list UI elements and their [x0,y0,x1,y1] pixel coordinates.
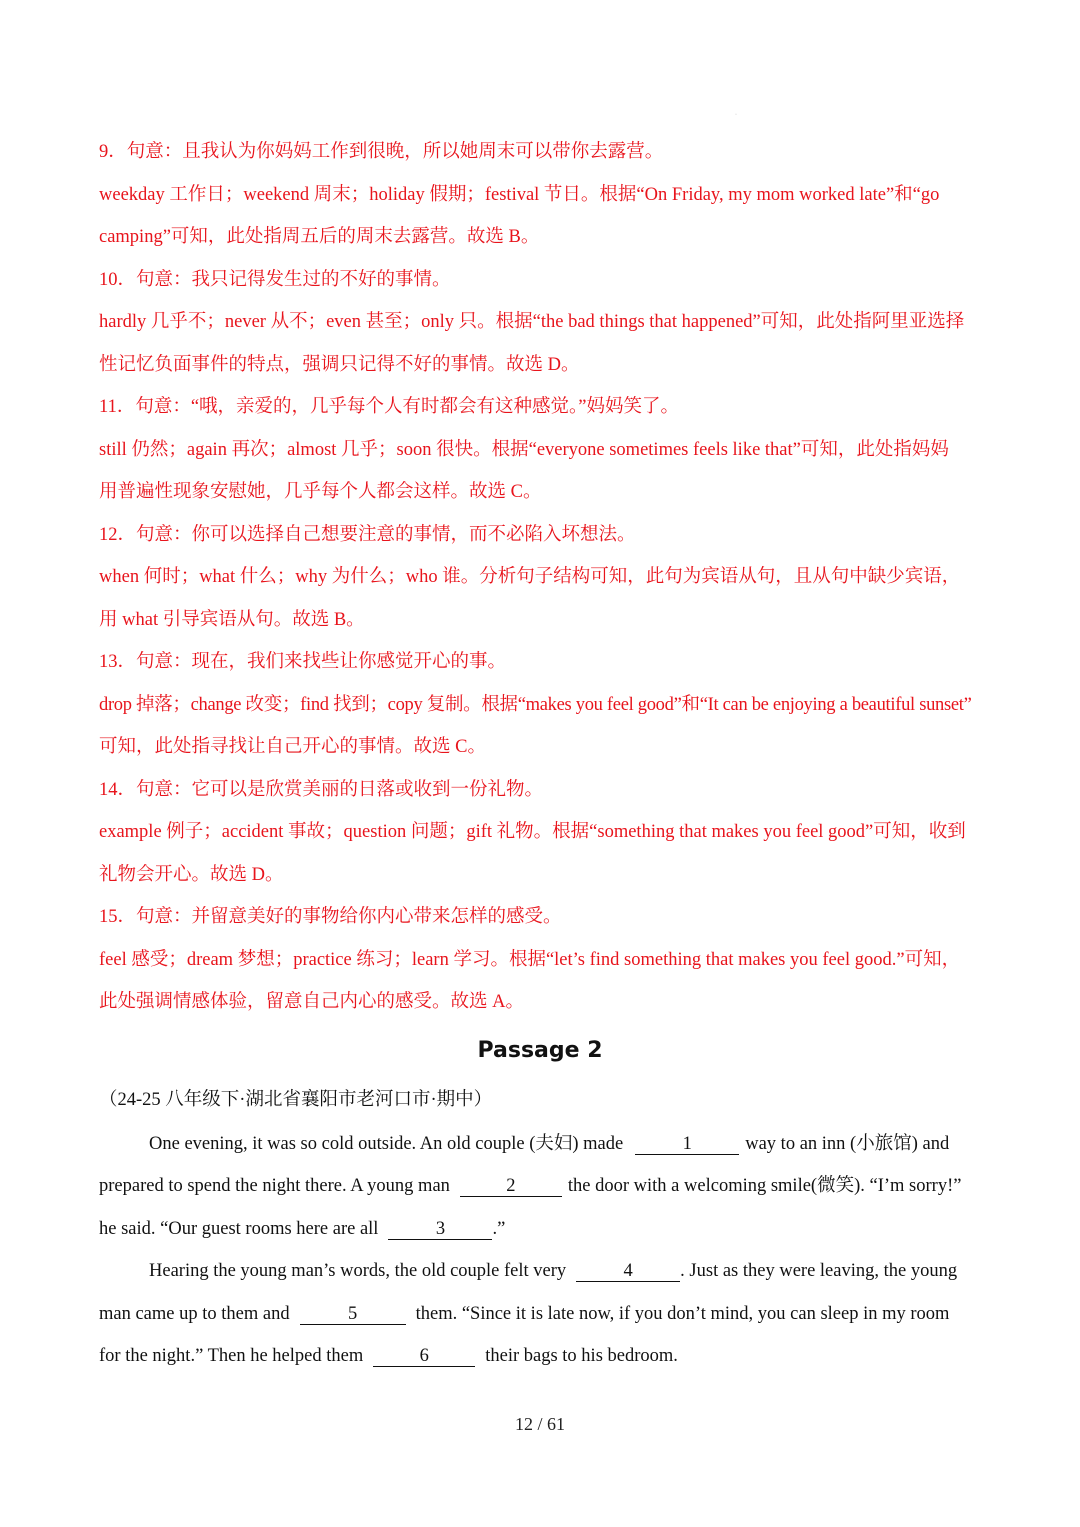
answer-15-explanation: feel 感受；dream 梦想；practice 练习；learn 学习。根据“let’s find something that makes you feel good.”可知， [99,950,961,970]
passage-text: . Just as they were leaving, the young [680,1261,958,1281]
passage-text: he said. “Our guest rooms here are all [99,1219,379,1239]
passage-paragraph-1-line-1 [149,1132,989,1156]
blank-2[interactable]: 2 [460,1176,562,1197]
blank-5[interactable]: 5 [300,1304,406,1325]
answer-9-explanation-cont: camping”可知，此处指周五后的周末去露营。故选 B。 [99,227,540,247]
answer-12-explanation-cont: 用 what 引导宾语从句。故选 B。 [99,610,365,630]
passage-source: （24-25 八年级下·湖北省襄阳市老河口市·期中） [99,1090,493,1110]
passage-title: Passage 2 [477,1038,603,1063]
answer-11-explanation-cont: 用普遍性现象安慰她，几乎每个人都会这样。故选 C。 [99,482,542,502]
passage-text: prepared to spend the night there. A young man [99,1176,450,1196]
answer-14-title: 14．句意：它可以是欣赏美丽的日落或收到一份礼物。 [99,780,544,800]
answer-14-explanation-cont: 礼物会开心。故选 D。 [99,865,284,885]
answer-13-explanation-cont: 可知，此处指寻找让自己开心的事情。故选 C。 [99,737,486,757]
passage-text: them. “Since it is late now, if you don’t mind, you can sleep in my room [415,1304,950,1324]
answer-15-explanation-cont: 此处强调情感体验，留意自己内心的感受。故选 A。 [99,992,524,1012]
passage-paragraph-1-line-2 [99,1174,989,1198]
blank-3[interactable]: 3 [388,1219,492,1240]
answer-13-title: 13．句意：现在，我们来找些让你感觉开心的事。 [99,652,507,672]
passage-text: One evening, it was so cold outside. An old couple (夫妇) made [149,1134,624,1154]
blank-4[interactable]: 4 [576,1261,680,1282]
answer-10-explanation-cont: 性记忆负面事件的特点，强调只记得不好的事情。故选 D。 [99,355,580,375]
answer-15-title: 15．句意：并留意美好的事物给你内心带来怎样的感受。 [99,907,562,927]
blank-6[interactable]: 6 [373,1346,475,1367]
decorative-dot: · [735,112,737,118]
answer-14-explanation: example 例子；accident 事故；question 问题；gift 礼物。根据“something that makes you feel good”可知，收到 [99,822,966,842]
passage-text: for the night.” Then he helped them [99,1346,364,1366]
answer-9-explanation: weekday 工作日；weekend 周末；holiday 假期；festival 节日。根据“On Friday, my mom worked late”和“go [99,185,940,205]
passage-text: their bags to his bedroom. [485,1346,678,1366]
page-number: 12 / 61 [514,1414,565,1434]
answer-12-explanation: when 何时；what 什么；why 为什么；who 谁。分析句子结构可知，此句为宾语从句，且从句中缺少宾语， [99,567,961,587]
answer-11-explanation: still 仍然；again 再次；almost 几乎；soon 很快。根据“everyone sometimes feels like that”可知，此处指妈妈 [99,440,949,460]
passage-paragraph-2-line-1 [149,1259,989,1283]
passage-text: the door with a welcoming smile(微笑). “I’m sorry!” [567,1176,962,1196]
passage-paragraph-1-line-3 [99,1217,989,1241]
answer-12-title: 12．句意：你可以选择自己想要注意的事情，而不必陷入坏想法。 [99,525,636,545]
answer-10-title: 10．句意：我只记得发生过的不好的事情。 [99,270,451,290]
passage-text: way to an inn (小旅馆) and [745,1134,950,1154]
passage-text: .” [492,1219,506,1239]
answer-13-explanation: drop 掉落；change 改变；find 找到；copy 复制。根据“makes you feel good”和“It can be enjoying a beautiful sunset” [99,695,972,715]
blank-1[interactable]: 1 [635,1134,739,1155]
passage-paragraph-2-line-2 [99,1302,989,1326]
answer-10-explanation: hardly 几乎不；never 从不；even 甚至；only 只。根据“the bad things that happened”可知，此处指阿里亚选择 [99,312,965,332]
answer-9-title: 9．句意：且我认为你妈妈工作到很晚，所以她周末可以带你去露营。 [99,142,664,162]
passage-text: man came up to them and [99,1304,290,1324]
answer-11-title: 11．句意：“哦，亲爱的，几乎每个人有时都会有这种感觉。”妈妈笑了。 [99,397,679,417]
passage-paragraph-2-line-3 [99,1344,989,1368]
passage-text: Hearing the young man’s words, the old couple felt very [149,1261,567,1281]
